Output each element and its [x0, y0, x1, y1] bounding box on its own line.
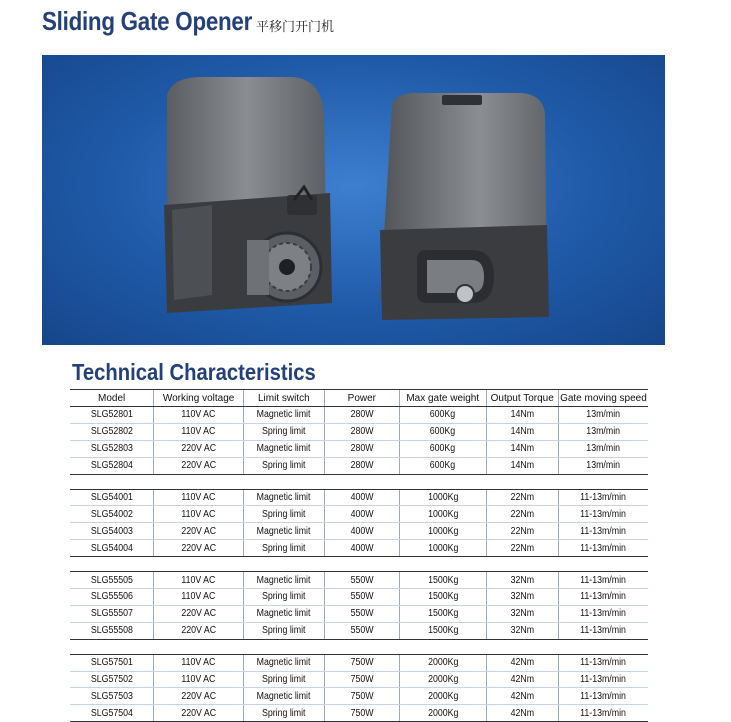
cell-text: 11-13m/min: [580, 525, 627, 537]
cell-text: 11-13m/min: [580, 574, 627, 586]
cell-text: 1000Kg: [427, 492, 458, 503]
cell-max-gate-weight: [399, 523, 486, 540]
cell-output-torque: [486, 440, 558, 457]
cell-text: SLG55506: [90, 591, 133, 603]
cell-model: [70, 489, 154, 506]
cell-output-torque: [486, 705, 558, 722]
cell-text: SLG55508: [90, 625, 133, 637]
cell-text: 220V AC: [181, 460, 216, 472]
cell-power: [324, 523, 399, 540]
table-row: [70, 622, 648, 639]
page-title: Sliding Gate Opener: [42, 6, 253, 36]
cell-text: 32Nm: [510, 574, 534, 586]
cell-text: 42Nm: [510, 657, 534, 669]
cell-output-torque: [486, 423, 558, 440]
cell-text: 1000Kg: [427, 525, 458, 537]
cell-power: [324, 489, 399, 506]
cell-text: SLG57504: [90, 707, 133, 719]
cell-model: [70, 572, 154, 589]
cell-text: SLG55505: [90, 574, 133, 586]
cell-text: Spring limit: [262, 508, 306, 520]
cell-text: 110V AC: [181, 426, 216, 438]
cell-text: Magnetic limit: [256, 657, 311, 669]
column-header-output-torque: Output Torque: [486, 390, 558, 407]
cell-text: 11-13m/min: [580, 707, 627, 719]
cell-text: 110V AC: [181, 591, 216, 603]
cell-working-voltage: [154, 523, 244, 540]
cell-limit-switch: [243, 671, 324, 688]
cell-model: [70, 589, 154, 606]
cell-text: 11-13m/min: [580, 690, 627, 702]
cell-power: [324, 540, 399, 557]
cell-text: 22Nm: [510, 525, 534, 537]
group-spacer: [70, 557, 648, 572]
cell-model: [70, 705, 154, 722]
cell-gate-moving-speed: [558, 572, 648, 589]
cell-working-voltage: [154, 440, 244, 457]
cell-max-gate-weight: [399, 506, 486, 523]
cell-max-gate-weight: [399, 688, 486, 705]
cell-limit-switch: [243, 457, 324, 474]
cell-text: 280W: [350, 426, 374, 438]
cell-working-voltage: [154, 605, 244, 622]
cell-gate-moving-speed: [558, 457, 648, 474]
cell-text: Spring limit: [262, 542, 306, 554]
cell-text: 13m/min: [586, 409, 621, 421]
cell-max-gate-weight: [399, 407, 486, 424]
cell-text: 1500Kg: [427, 574, 458, 586]
cell-max-gate-weight: [399, 440, 486, 457]
cell-limit-switch: [243, 705, 324, 722]
table-row: [70, 540, 648, 557]
cell-text: 750W: [350, 657, 374, 669]
cell-text: 14Nm: [510, 426, 534, 438]
table-row: [70, 572, 648, 589]
table-row: [70, 688, 648, 705]
cell-text: 32Nm: [510, 625, 534, 637]
table-row: [70, 705, 648, 722]
cell-text: 22Nm: [510, 542, 534, 554]
cell-gate-moving-speed: [558, 605, 648, 622]
cell-gate-moving-speed: [558, 506, 648, 523]
cell-text: 1000Kg: [427, 508, 458, 520]
cell-text: SLG57501: [90, 657, 133, 669]
cell-limit-switch: [243, 589, 324, 606]
cell-text: 220V AC: [181, 608, 216, 620]
cell-output-torque: [486, 589, 558, 606]
cell-text: SLG54002: [90, 508, 133, 520]
cell-text: Magnetic limit: [256, 443, 311, 455]
cell-power: [324, 572, 399, 589]
cell-gate-moving-speed: [558, 440, 648, 457]
cell-text: 11-13m/min: [580, 591, 627, 603]
cell-output-torque: [486, 489, 558, 506]
cell-gate-moving-speed: [558, 622, 648, 639]
cell-gate-moving-speed: [558, 688, 648, 705]
cell-text: 1500Kg: [427, 608, 458, 620]
cell-text: 22Nm: [510, 492, 534, 503]
cell-text: 2000Kg: [427, 707, 458, 719]
cell-max-gate-weight: [399, 423, 486, 440]
cell-power: [324, 654, 399, 671]
cell-text: Magnetic limit: [256, 690, 311, 702]
cell-max-gate-weight: [399, 540, 486, 557]
cell-limit-switch: [243, 622, 324, 639]
cell-text: 13m/min: [586, 443, 621, 455]
cell-model: [70, 440, 154, 457]
cell-max-gate-weight: [399, 654, 486, 671]
cell-text: 600Kg: [430, 409, 456, 421]
cell-working-voltage: [154, 423, 244, 440]
cell-limit-switch: [243, 506, 324, 523]
cell-text: 11-13m/min: [580, 608, 627, 620]
cell-text: 220V AC: [181, 625, 216, 637]
cell-text: Magnetic limit: [256, 409, 311, 421]
gate-opener-illustration: [42, 55, 665, 345]
cell-text: 14Nm: [510, 409, 534, 421]
cell-output-torque: [486, 654, 558, 671]
cell-power: [324, 440, 399, 457]
cell-model: [70, 654, 154, 671]
cell-text: 600Kg: [430, 460, 456, 472]
cell-limit-switch: [243, 572, 324, 589]
cell-max-gate-weight: [399, 457, 486, 474]
cell-text: 14Nm: [510, 443, 534, 455]
column-header-power: Power: [324, 390, 399, 407]
cell-model: [70, 407, 154, 424]
cell-text: 220V AC: [181, 525, 216, 537]
motor-unit-right: [380, 93, 549, 320]
page-subtitle-chinese: 平移门开门机: [256, 20, 335, 35]
table-row: [70, 605, 648, 622]
cell-text: 600Kg: [430, 426, 456, 438]
group-spacer: [70, 639, 648, 654]
cell-working-voltage: [154, 540, 244, 557]
cell-text: Magnetic limit: [256, 574, 311, 586]
cell-max-gate-weight: [399, 705, 486, 722]
cell-power: [324, 423, 399, 440]
cell-text: 14Nm: [510, 460, 534, 472]
specifications-table: [70, 389, 648, 722]
group-spacer-cell: [70, 639, 648, 654]
cell-output-torque: [486, 671, 558, 688]
cell-text: SLG55507: [90, 608, 133, 620]
group-spacer-cell: [70, 474, 648, 489]
cell-text: 400W: [350, 508, 374, 520]
cell-max-gate-weight: [399, 622, 486, 639]
cell-text: 11-13m/min: [580, 492, 627, 503]
cell-text: 42Nm: [510, 707, 534, 719]
table-row: [70, 589, 648, 606]
cell-power: [324, 506, 399, 523]
cell-text: Magnetic limit: [256, 492, 311, 503]
cell-working-voltage: [154, 572, 244, 589]
cell-text: 11-13m/min: [580, 508, 627, 520]
cell-text: SLG54004: [90, 542, 133, 554]
cell-model: [70, 671, 154, 688]
cell-text: 42Nm: [510, 690, 534, 702]
cell-gate-moving-speed: [558, 540, 648, 557]
cell-max-gate-weight: [399, 589, 486, 606]
cell-power: [324, 589, 399, 606]
cell-text: SLG52801: [90, 409, 133, 421]
cell-text: 600Kg: [430, 443, 456, 455]
cell-gate-moving-speed: [558, 407, 648, 424]
cell-text: SLG52804: [90, 460, 133, 472]
cell-power: [324, 457, 399, 474]
cell-limit-switch: [243, 605, 324, 622]
table-row: [70, 506, 648, 523]
cell-text: Magnetic limit: [256, 525, 311, 537]
cell-text: 280W: [350, 443, 374, 455]
cell-gate-moving-speed: [558, 423, 648, 440]
cell-text: Magnetic limit: [256, 608, 311, 620]
cell-text: Spring limit: [262, 460, 306, 472]
cell-text: Spring limit: [262, 707, 306, 719]
column-header-limit-switch: Limit switch: [243, 390, 324, 407]
cell-working-voltage: [154, 457, 244, 474]
cell-text: Spring limit: [262, 674, 306, 686]
cell-text: 11-13m/min: [580, 625, 627, 637]
cell-power: [324, 705, 399, 722]
cell-limit-switch: [243, 540, 324, 557]
cell-max-gate-weight: [399, 489, 486, 506]
cell-max-gate-weight: [399, 671, 486, 688]
cell-working-voltage: [154, 489, 244, 506]
table-header-row: [70, 390, 648, 407]
cell-text: 110V AC: [181, 657, 216, 669]
column-header-max-gate-weight: Max gate weight: [399, 390, 486, 407]
cell-text: 400W: [350, 492, 374, 503]
product-photo: [42, 55, 665, 345]
cell-text: 550W: [350, 608, 374, 620]
cell-working-voltage: [154, 589, 244, 606]
cell-max-gate-weight: [399, 572, 486, 589]
cell-output-torque: [486, 605, 558, 622]
cell-text: 400W: [350, 525, 374, 537]
cell-model: [70, 688, 154, 705]
cell-text: 1500Kg: [427, 625, 458, 637]
cell-text: SLG54001: [90, 492, 133, 503]
column-header-working-voltage: Working voltage: [154, 390, 244, 407]
cell-max-gate-weight: [399, 605, 486, 622]
cell-working-voltage: [154, 506, 244, 523]
cell-text: 220V AC: [181, 690, 216, 702]
cell-text: SLG52803: [90, 443, 133, 455]
drive-gear: [247, 233, 321, 301]
cell-text: SLG57503: [90, 690, 133, 702]
cell-text: 750W: [350, 674, 374, 686]
cell-text: 550W: [350, 591, 374, 603]
cell-text: 42Nm: [510, 674, 534, 686]
cell-gate-moving-speed: [558, 705, 648, 722]
cell-model: [70, 540, 154, 557]
cell-model: [70, 457, 154, 474]
cell-output-torque: [486, 572, 558, 589]
cell-working-voltage: [154, 407, 244, 424]
cell-model: [70, 506, 154, 523]
cell-text: 550W: [350, 625, 374, 637]
cell-text: 280W: [350, 460, 374, 472]
cell-text: SLG57502: [90, 674, 133, 686]
section-title: Technical Characteristics: [72, 359, 316, 385]
cell-power: [324, 688, 399, 705]
cell-model: [70, 523, 154, 540]
cell-text: 2000Kg: [427, 657, 458, 669]
table-row: [70, 489, 648, 506]
cell-text: Spring limit: [262, 591, 306, 603]
table-row: [70, 671, 648, 688]
column-header-model: Model: [70, 390, 154, 407]
cell-working-voltage: [154, 654, 244, 671]
cell-text: 110V AC: [181, 674, 216, 686]
cell-text: 32Nm: [510, 591, 534, 603]
cell-power: [324, 622, 399, 639]
cell-limit-switch: [243, 654, 324, 671]
column-header-gate-moving-speed: Gate moving speed: [558, 390, 648, 407]
cell-gate-moving-speed: [558, 671, 648, 688]
cell-working-voltage: [154, 622, 244, 639]
cell-text: 11-13m/min: [580, 542, 627, 554]
cell-output-torque: [486, 540, 558, 557]
cell-power: [324, 407, 399, 424]
cell-text: 550W: [350, 574, 374, 586]
cell-output-torque: [486, 688, 558, 705]
cell-output-torque: [486, 506, 558, 523]
table-row: [70, 407, 648, 424]
cell-output-torque: [486, 457, 558, 474]
cell-text: 110V AC: [181, 574, 216, 586]
cell-limit-switch: [243, 688, 324, 705]
cell-gate-moving-speed: [558, 489, 648, 506]
cell-text: 220V AC: [181, 707, 216, 719]
cell-text: 1500Kg: [427, 591, 458, 603]
cell-text: 220V AC: [181, 443, 216, 455]
cell-text: 22Nm: [510, 508, 534, 520]
table-row: [70, 654, 648, 671]
cell-text: 110V AC: [181, 409, 216, 421]
cell-text: 750W: [350, 707, 374, 719]
cell-gate-moving-speed: [558, 589, 648, 606]
cell-text: SLG54003: [90, 525, 133, 537]
cell-text: 220V AC: [181, 542, 216, 554]
cell-text: 13m/min: [586, 460, 621, 472]
table-row: [70, 523, 648, 540]
cell-limit-switch: [243, 407, 324, 424]
cell-text: 280W: [350, 409, 374, 421]
table-row: [70, 440, 648, 457]
cell-output-torque: [486, 523, 558, 540]
table-row: [70, 423, 648, 440]
group-spacer: [70, 474, 648, 489]
cell-output-torque: [486, 407, 558, 424]
cell-text: 32Nm: [510, 608, 534, 620]
cell-model: [70, 605, 154, 622]
cell-working-voltage: [154, 671, 244, 688]
cell-text: 110V AC: [181, 492, 216, 503]
group-spacer-cell: [70, 557, 648, 572]
table-body: [70, 407, 648, 722]
cell-model: [70, 622, 154, 639]
cell-text: 1000Kg: [427, 542, 458, 554]
cell-text: 2000Kg: [427, 674, 458, 686]
cell-limit-switch: [243, 489, 324, 506]
cell-text: 11-13m/min: [580, 657, 627, 669]
cell-limit-switch: [243, 423, 324, 440]
cell-limit-switch: [243, 523, 324, 540]
cell-text: 400W: [350, 542, 374, 554]
table-row: [70, 457, 648, 474]
cell-power: [324, 605, 399, 622]
cell-text: 13m/min: [586, 426, 621, 438]
cell-gate-moving-speed: [558, 523, 648, 540]
cell-power: [324, 671, 399, 688]
cell-model: [70, 423, 154, 440]
cell-text: 2000Kg: [427, 690, 458, 702]
cell-text: SLG52802: [90, 426, 133, 438]
cell-text: Spring limit: [262, 625, 306, 637]
cell-working-voltage: [154, 705, 244, 722]
cell-gate-moving-speed: [558, 654, 648, 671]
cell-limit-switch: [243, 440, 324, 457]
cell-working-voltage: [154, 688, 244, 705]
cell-text: 750W: [350, 690, 374, 702]
cell-output-torque: [486, 622, 558, 639]
cell-text: 110V AC: [181, 508, 216, 520]
cell-text: 11-13m/min: [580, 674, 627, 686]
cell-text: Spring limit: [262, 426, 306, 438]
